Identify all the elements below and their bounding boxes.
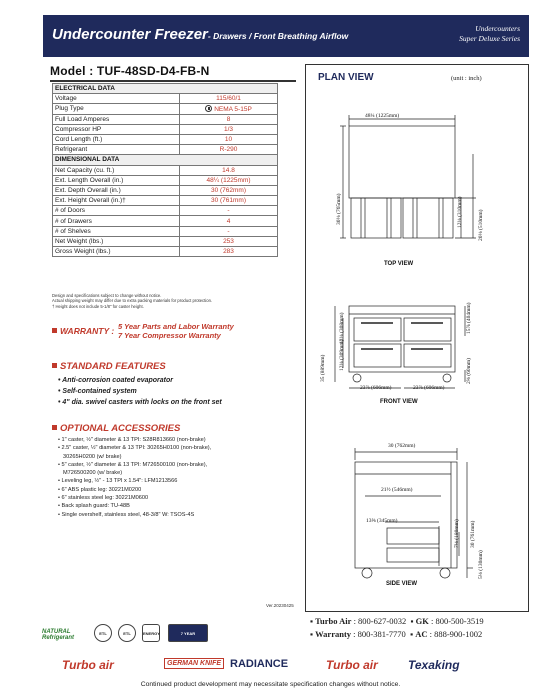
note-line: Design and specifications subject to change without notice. [52,293,162,298]
contact-row [310,615,484,628]
contact-item: ▪ AC : 888-900-1002 [410,629,483,639]
spec-value: - [180,206,278,216]
accessory-text: 5" caster, ½" diameter & 13 TPI: M726500100 (non-brake), [61,461,208,468]
feature-item: • Anti-corrosion coated evaporator [58,377,173,384]
page-header [43,15,529,57]
certification-row [42,624,292,650]
spec-value: 115/60/1 [180,94,278,104]
contact-value: : 800-627-0032 [353,616,407,626]
front-w2-dim: 23⅞ (606mm) [413,385,445,391]
spec-row [53,185,278,195]
spec-label: Gross Weight (lbs.) [53,247,180,257]
turbo-air-logo: Turbo air [62,658,114,672]
contact-label: Warranty [315,629,352,639]
contact-value: : 888-900-1002 [429,629,483,639]
warranty-badge-icon: 7 YEAR [168,624,208,642]
turbo-air-logo-2: Turbo air [326,658,378,672]
accessory-item: • 5" caster, ½" diameter & 13 TPI: M726500100 (non-brake), M726500200 (w/ brake) [58,461,288,478]
accessory-text: Leveling leg, ½" - 13 TPI x 1.54": LFM1213566 [61,478,178,485]
spec-row [53,206,278,216]
contact-label: Turbo Air [315,616,352,626]
spec-row [53,216,278,226]
spec-label: # of Shelves [53,226,180,236]
spec-row [53,226,278,236]
note-line: Actual shipping weight may differ due to extra packing materials for product protection. [52,298,213,304]
feature-text: 4" dia. swivel casters with locks on the front set [62,399,222,406]
contact-block [310,615,484,641]
accessory-text: Single overshelf, stainless steel, 48-3/8" W: TSOS-4S [61,511,195,518]
radiance-logo: RADIANCE [230,658,289,670]
contact-item: ▪ Warranty : 800-381-7770 [310,629,406,639]
warranty-line: 5 Year Parts and Labor Warranty [118,322,234,331]
spec-label: Cord Length (ft.) [53,134,180,144]
spec-row [53,145,278,155]
spec-label: Voltage [53,94,180,104]
top-inner-dim: 12⅛ (310mm) [457,196,463,228]
spec-section-header [53,155,278,165]
spec-row [53,94,278,104]
front-h3-dim: 12⅛ (309mm) [339,339,345,371]
contact-value: : 800-500-3519 [430,616,484,626]
spec-notes [52,293,292,309]
accessory-item: • 2.5" caster, ½" diameter & 13 TPI: 30265H0100 (non-brake), 30265H0200 (w/ brake) [58,444,288,461]
front-h1-dim: 15⅞ (404mm) [466,302,472,334]
front-w1-dim: 23⅞ (606mm) [360,385,392,391]
bullet-icon [52,328,57,333]
spec-value: R-290 [180,145,278,155]
bullet-icon [52,425,57,430]
accessory-item: • Back splash guard: TU-48B [58,503,130,510]
spec-value: - [180,226,278,236]
accessory-text: M726500200 (w/ brake) [63,470,123,477]
spec-row [53,236,278,246]
front-h2-dim: 12⅛ (308mm) [339,312,345,344]
spec-row [53,247,278,257]
spec-table [52,83,278,257]
spec-value: 14.8 [180,165,278,175]
side-d1-dim: 21½ (546mm) [381,487,413,493]
spec-row [53,175,278,185]
etl-sanitation-icon: ETL [118,624,136,642]
warranty-label [52,326,114,336]
spec-value: 30 (761mm) [180,196,278,206]
warranty-line: 7 Year Compressor Warranty [118,331,221,340]
side-height-dim: 30 (761mm) [470,520,476,548]
spec-label: Ext. Length Overall (in.) [53,175,180,185]
texaking-logo: Texaking [408,658,460,672]
accessory-item: • Leveling leg, ½" - 13 TPI x 1.54": LFM1213566 [58,478,178,485]
note-line: † Height does not include 5-1/8" for caster height. [52,303,144,309]
side-depth-dim: 30 (762mm) [388,443,416,449]
unit-label: (unit : inch) [451,75,482,82]
accessory-text: 6" stainless steel leg: 30221M0600 [61,495,149,502]
accessory-text: Back splash guard: TU-48B [61,503,130,510]
accessory-text: 30265H0200 (w/ brake) [63,453,122,460]
spec-value: 10 [180,134,278,144]
accessory-item: • 6" stainless steel leg: 30221M0600 [58,495,149,502]
header-series [459,24,520,44]
accessory-item: • 6" ABS plastic leg: 30221M0200 [58,486,142,493]
spec-label: Refrigerant [53,145,180,155]
features-title [52,361,166,372]
feature-text: Anti-corrosion coated evaporator [62,377,173,384]
spec-value: 4 [180,216,278,226]
spec-section-title: DIMENSIONAL DATA [53,155,278,165]
top-width-dim: 48¼ (1225mm) [365,113,400,119]
version-label: Ver.20230425 [266,603,294,608]
spec-row [53,104,278,114]
warranty-values [118,322,234,340]
features-title-text: STANDARD FEATURES [60,361,166,372]
natural-refrigerant-logo: NATURAL Refrigerant [42,629,75,641]
front-view-label: FRONT VIEW [380,399,418,405]
spec-label: Ext. Height Overall (in.)† [53,196,180,206]
front-caster-dim: 2⅜ (60mm) [466,358,472,384]
accessories-list [58,436,288,519]
features-list [58,375,222,408]
header-series-name: Super Deluxe Series [459,34,520,43]
side-d2-dim: 13⅝ (345mm) [366,518,398,524]
top-depth-dim: 30⅛ (765mm) [336,193,342,225]
spec-value: 1/3 [180,124,278,134]
header-subtitle: - Drawers / Front Breathing Airflow [207,31,349,41]
spec-label: # of Doors [53,206,180,216]
accessories-title [52,423,180,434]
spec-row [53,134,278,144]
spec-row [53,114,278,124]
spec-value: 283 [180,247,278,257]
feature-item: • Self-contained system [58,388,137,395]
spec-section-title: ELECTRICAL DATA [53,84,278,94]
contact-row [310,628,484,641]
header-title [52,26,348,43]
side-view-label: SIDE VIEW [386,581,418,587]
model-divider [50,80,296,82]
spec-value: 253 [180,236,278,246]
top-view-label: TOP VIEW [384,261,414,267]
side-caster-dim: 5⅛ (130mm) [478,550,484,579]
spec-value-text: NEMA 5-15P [214,105,252,113]
footer-note: Continued product development may necessitate specification changes without notice. [140,681,401,688]
spec-label: Full Load Amperes [53,114,180,124]
bullet-icon [52,363,57,368]
spec-value: 8 [180,114,278,124]
feature-text: Self-contained system [62,388,137,395]
spec-label: Net Weight (lbs.) [53,236,180,246]
accessories-title-text: OPTIONAL ACCESSORIES [60,423,181,434]
side-drawer-dim: 7⅛ (180mm) [454,519,460,548]
front-total-dim: 35 (889mm) [320,354,326,382]
accessory-item: • 1" caster, ½" diameter & 13 TPI: S28R813660 (non-brake) [58,437,206,443]
spec-label: Ext. Depth Overall (in.) [53,185,180,195]
side-view-drawing [305,440,529,585]
spec-value: 30 (762mm) [180,185,278,195]
spec-row [53,124,278,134]
contact-item: ▪ Turbo Air : 800-627-0032 [310,616,407,626]
contact-value: : 800-381-7770 [353,629,406,639]
spec-value [180,104,278,114]
contact-label: AC [415,629,428,639]
spec-section-header [53,84,278,94]
feature-item: • 4" dia. swivel casters with locks on the front set [58,399,222,406]
etl-icon: ETL [94,624,112,642]
brand-logos [40,658,510,674]
warranty-label-text: WARRANTY : [60,326,115,336]
accessory-text: 2.5" caster, ½" diameter & 13 TPI: 30265H0100 (non-brake), [61,445,212,452]
top-total-dim: 20⅛ (510mm) [478,209,484,241]
plug-icon [205,105,212,112]
german-knife-logo: GERMAN KNIFE [164,658,224,669]
spec-label: Net Capacity (cu. ft.) [53,165,180,175]
spec-label: Compressor HP [53,124,180,134]
spec-row [53,165,278,175]
model-number: Model : TUF-48SD-D4-FB-N [50,64,210,78]
spec-value: 48¼ (1225mm) [180,175,278,185]
accessory-item: • Single overshelf, stainless steel, 48-3/8" W: TSOS-4S [58,511,195,518]
spec-label: # of Drawers [53,216,180,226]
plan-view-title: PLAN VIEW [318,72,374,83]
energy-icon: ENERGY [142,624,160,642]
header-category: Undercounters [475,24,520,33]
contact-label: GK [415,616,429,626]
spec-row [53,196,278,206]
accessory-text: 6" ABS plastic leg: 30221M0200 [61,486,142,493]
spec-label: Plug Type [53,104,180,114]
accessory-text: 1" caster, ½" diameter & 13 TPI: S28R813660 (non-brake) [61,437,206,443]
header-title-text: Undercounter Freezer [52,26,208,43]
contact-item: ▪ GK : 800-500-3519 [410,616,484,626]
